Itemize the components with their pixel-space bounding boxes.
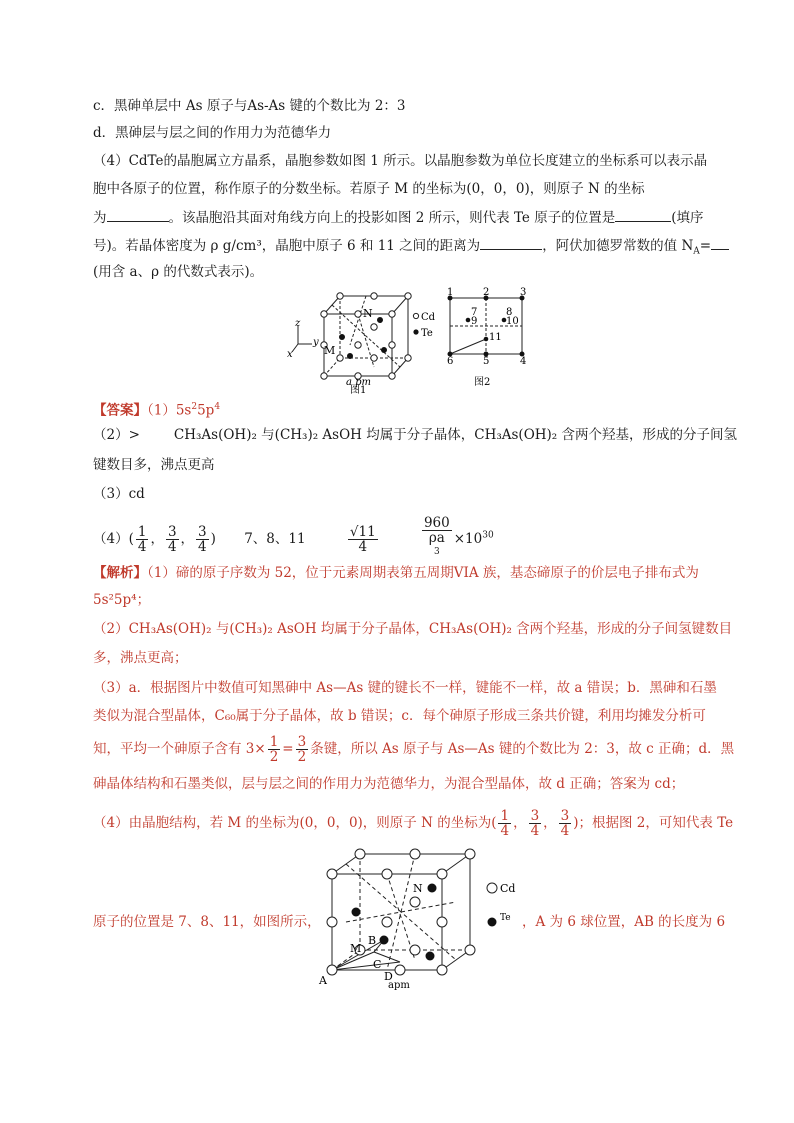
analysis-line-10a: 原子的位置是 7、8、11，如图所示， <box>93 914 321 930</box>
svg-text:7: 7 <box>471 307 478 318</box>
svg-text:D: D <box>384 970 393 983</box>
svg-text:9: 9 <box>471 316 478 327</box>
option-c: c．黑砷单层中 As 原子与As-As 键的个数比为 2：3 <box>93 98 406 114</box>
figure-1-unit-cell <box>284 284 454 394</box>
q4-line-1: （4）CdTe的晶胞属立方晶系，晶胞参数如图 1 所示。以晶胞参数为单位长度建立的坐标系可以表示晶 <box>93 153 708 169</box>
analysis-line-5: （3）a．根据图片中数值可知黑砷中 As—As 键的键长不一样，键能不一样，故 a 错误；b．黑砷和石墨 <box>93 680 717 696</box>
svg-text:11: 11 <box>489 332 502 343</box>
svg-text:A: A <box>319 974 327 987</box>
svg-text:C: C <box>373 958 382 971</box>
answer-line-2: （2）> CH₃As(OH)₂ 与(CH₃)₂ AsOH 均属于分子晶体，CH₃As(OH)₂ 含两个羟基，形成的分子间氢 <box>93 427 738 443</box>
analysis-line-10b: ，A 为 6 球位置，AB 的长度为 6 <box>522 914 726 930</box>
option-d: d．黑砷层与层之间的作用力为范德华力 <box>93 125 332 141</box>
svg-text:y: y <box>313 337 319 348</box>
q4-line-4: 号)。若晶体密度为 ρ g/cm³，晶胞中原子 6 和 11 之间的距离为 ，阿伏加德罗常数的值 $N_A=$ <box>93 235 729 262</box>
svg-text:Cd: Cd <box>421 312 436 323</box>
svg-text:x: x <box>287 349 293 360</box>
analysis-line-9: （4）由晶胞结构，若 M 的坐标为(0，0，0)，则原子 N 的坐标为( $\frac{1}{4}$ ， $\frac{3}{4}$ ， $\frac{3}{4}$ )；根据图 2，可知代表 Te <box>93 808 734 839</box>
figure-2-projection <box>442 284 542 394</box>
svg-text:图2: 图2 <box>474 377 491 388</box>
svg-text:z: z <box>295 318 301 329</box>
svg-text:Te: Te <box>421 328 433 339</box>
answer-blank-distance[interactable] <box>480 235 542 250</box>
answer-line-1: 【答案】$(1)5s^25p^4$ <box>93 402 221 419</box>
analysis-line-2: 5s²5p⁴； <box>93 592 151 608</box>
svg-text:N: N <box>413 882 423 895</box>
svg-text:a pm: a pm <box>346 377 372 388</box>
answer-line-5: （4）( $\frac{1}{4}$ ， $\frac{3}{4}$ ， $\frac{3}{4}$ ) 7、8、11 $\frac{√11}{4}$ 960 ρa $^3$ $\times 10^{30}$ <box>93 515 494 557</box>
answer-blank-te-positions[interactable] <box>615 207 671 222</box>
svg-text:6: 6 <box>447 356 454 367</box>
svg-text:3: 3 <box>520 287 527 298</box>
analysis-line-6: 类似为混合型晶体，C₆₀属于分子晶体，故 b 错误；c．每个砷原子形成三条共价键，利用均摊发分析可 <box>93 708 706 724</box>
figure-3-unit-cell <box>316 848 526 993</box>
answer-blank-na[interactable] <box>711 235 729 250</box>
svg-text:Cd: Cd <box>500 882 516 895</box>
analysis-line-7: 知，平均一个砷原子含有 3× $\frac{1}{2}$ = $\frac{3}{2}$ 条键，所以 As 原子与 As—As 键的个数比为 2：3，故 c 正确；d．黑 <box>93 734 735 765</box>
svg-text:8: 8 <box>506 307 513 318</box>
svg-text:5: 5 <box>483 356 490 367</box>
svg-text:M: M <box>350 942 362 955</box>
svg-text:4: 4 <box>520 356 527 367</box>
svg-text:B: B <box>368 934 377 947</box>
svg-text:Te: Te <box>500 913 511 923</box>
answer-line-4: （3）cd <box>93 486 145 502</box>
analysis-line-8: 砷晶体结构和石墨类似，层与层之间的作用力为范德华力，为混合型晶体，故 d 正确；答案为 cd； <box>93 776 685 792</box>
q4-line-2: 胞中各原子的位置，称作原子的分数坐标。若原子 M 的坐标为(0，0，0)，则原子 N 的坐标 <box>93 181 645 197</box>
svg-text:M: M <box>324 344 336 357</box>
analysis-line-3: （2）CH₃As(OH)₂ 与(CH₃)₂ AsOH 均属于分子晶体，CH₃As(OH)₂ 含两个羟基，形成的分子间氢键数目 <box>93 621 733 637</box>
answer-blank-n-coord[interactable] <box>107 207 169 222</box>
svg-text:图1: 图1 <box>350 385 367 394</box>
q4-line-3: 为 。该晶胞沿其面对角线方向上的投影如图 2 所示，则代表 Te 原子的位置是 (填序 <box>93 207 703 228</box>
analysis-line-1: 【解析】（1）碲的原子序数为 52，位于元素周期表第五周期VIA 族，基态碲原子的价层电子排布式为 <box>93 565 699 581</box>
svg-text:2: 2 <box>483 287 490 298</box>
svg-text:1: 1 <box>447 287 454 298</box>
answer-line-3: 键数目多，沸点更高 <box>93 457 215 473</box>
q4-line-5: (用含 a、ρ 的代数式表示)。 <box>93 264 264 280</box>
svg-text:N: N <box>363 307 373 320</box>
analysis-line-4: 多，沸点更高； <box>93 650 188 666</box>
svg-text:apm: apm <box>388 980 410 991</box>
svg-text:10: 10 <box>506 316 519 327</box>
